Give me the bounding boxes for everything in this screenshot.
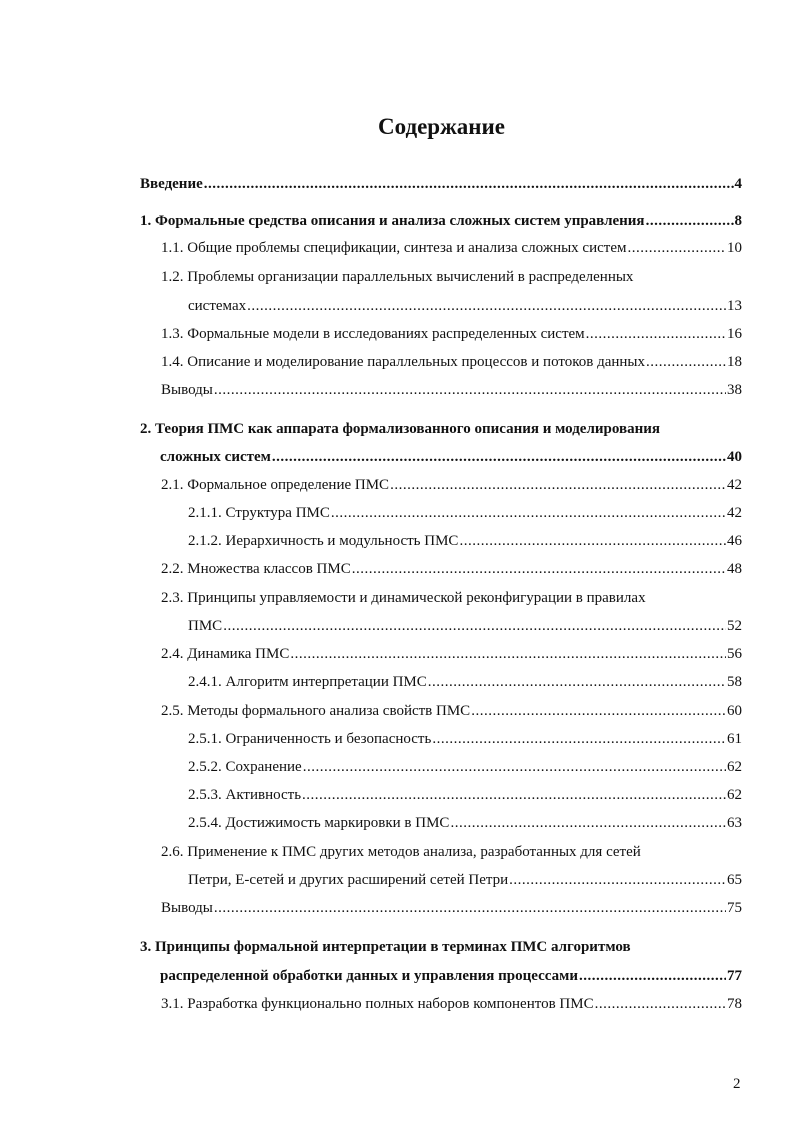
dot-leader (223, 616, 726, 636)
dot-leader (290, 644, 726, 664)
toc-entry-page: 63 (727, 815, 742, 831)
toc-entry-title: 2.2. Множества классов ПМС (161, 561, 351, 577)
toc-entry-title: 2.5. Методы формального анализа свойств ПМС (161, 703, 471, 719)
dot-leader (646, 211, 734, 231)
toc-entry[interactable] (188, 296, 742, 316)
toc-entry-title: Выводы (161, 382, 213, 398)
toc-entry[interactable] (161, 559, 742, 579)
toc-entry-page: 62 (727, 787, 742, 803)
toc-entry-page: 38 (727, 382, 742, 398)
toc-entry-page: 18 (727, 354, 742, 370)
toc-entry[interactable] (188, 729, 742, 749)
dot-leader (303, 757, 726, 777)
toc-entry[interactable] (161, 238, 742, 258)
toc-entry-page: 42 (727, 505, 742, 521)
dot-leader (272, 447, 726, 467)
toc-entry-page: 16 (727, 326, 742, 342)
dot-leader (302, 785, 726, 805)
toc-entry-page: 13 (727, 298, 742, 314)
dot-leader (586, 324, 726, 344)
dot-leader (459, 531, 726, 551)
toc-entry-page: 56 (727, 646, 742, 662)
toc-entry-page: 4 (734, 176, 742, 192)
dot-leader (428, 672, 726, 692)
toc-entry-title: 2.6. Применение к ПМС других методов анализа, разработанных для сетей (161, 844, 641, 860)
dot-leader (214, 898, 726, 918)
dot-leader (432, 729, 726, 749)
toc-entry[interactable] (140, 211, 742, 231)
toc-entry-title: сложных систем (160, 449, 271, 465)
toc-entry-title: Выводы (161, 900, 213, 916)
toc-entry-title: 1.1. Общие проблемы спецификации, синтеза и анализа сложных систем (161, 240, 627, 256)
toc-entry[interactable] (188, 616, 742, 636)
dot-leader (450, 813, 726, 833)
toc-entry-title: 3. Принципы формальной интерпретации в терминах ПМС алгоритмов (140, 939, 631, 955)
dot-leader (204, 174, 734, 194)
dot-leader (214, 380, 726, 400)
toc-entry-page: 61 (727, 731, 742, 747)
toc-entry[interactable] (161, 352, 742, 372)
dot-leader (595, 994, 726, 1014)
toc-entry-title: системах (188, 298, 247, 314)
toc-entry[interactable] (188, 757, 742, 777)
toc-entry-title: 1.2. Проблемы организации параллельных вычислений в распределенных (161, 269, 634, 285)
toc-entry-title: 3.1. Разработка функционально полных наборов компонентов ПМС (161, 996, 594, 1012)
toc-entry[interactable] (161, 380, 742, 400)
toc-entry-title: 2.5.3. Активность (188, 787, 302, 803)
toc-entry-page: 75 (727, 900, 742, 916)
toc-entry-title: 2.4.1. Алгоритм интерпретации ПМС (188, 674, 427, 690)
toc-entry[interactable] (188, 813, 742, 833)
toc-entry[interactable] (188, 785, 742, 805)
toc-entry[interactable] (188, 531, 742, 551)
toc-entry[interactable] (161, 324, 742, 344)
toc-entry-page: 78 (727, 996, 742, 1012)
toc-entry[interactable] (161, 267, 742, 287)
toc-entry-title: ПМС (188, 618, 223, 634)
dot-leader (509, 870, 726, 890)
dot-leader (471, 701, 726, 721)
dot-leader (331, 503, 726, 523)
toc-entry[interactable] (160, 966, 742, 986)
dot-leader (352, 559, 726, 579)
toc-entry-title: 1. Формальные средства описания и анализа сложных систем управления (140, 213, 645, 229)
toc-entry[interactable] (188, 870, 742, 890)
toc-entry-title: 2.4. Динамика ПМС (161, 646, 290, 662)
toc-entry-title: 1.4. Описание и моделирование параллельных процессов и потоков данных (161, 354, 646, 370)
toc-entry-title: 2.5.4. Достижимость маркировки в ПМС (188, 815, 450, 831)
toc-entry[interactable] (140, 174, 742, 194)
toc-entry-title: 1.3. Формальные модели в исследованиях распределенных систем (161, 326, 585, 342)
toc-entry-title: Введение (140, 176, 203, 192)
toc-entry[interactable] (188, 503, 742, 523)
toc-entry-page: 42 (727, 477, 742, 493)
toc-entry[interactable] (160, 447, 742, 467)
toc-entry-title: 2. Теория ПМС как аппарата формализованного описания и моделирования (140, 421, 660, 437)
dot-leader (390, 475, 726, 495)
dot-leader (579, 966, 726, 986)
toc-entry-page: 58 (727, 674, 742, 690)
page-number: 2 (733, 1076, 741, 1092)
toc-entry[interactable] (140, 419, 742, 439)
toc-entry-page: 10 (727, 240, 742, 256)
toc-entry-page: 48 (727, 561, 742, 577)
toc-entry[interactable] (161, 994, 742, 1014)
toc-entry-page: 77 (727, 968, 742, 984)
toc-entry[interactable] (140, 937, 742, 957)
toc-entry[interactable] (161, 475, 742, 495)
toc-entry-page: 60 (727, 703, 742, 719)
toc-entry-title: 2.1. Формальное определение ПМС (161, 477, 390, 493)
dot-leader (646, 352, 726, 372)
toc-entry-page: 40 (727, 449, 742, 465)
toc-entry-page: 62 (727, 759, 742, 775)
dot-leader (627, 238, 726, 258)
toc-entry-title: 2.5.2. Сохранение (188, 759, 302, 775)
toc-entry-page: 65 (727, 872, 742, 888)
toc-entry-title: 2.1.1. Структура ПМС (188, 505, 330, 521)
toc-entry[interactable] (161, 701, 742, 721)
toc-entry-title: Петри, Е-сетей и других расширений сетей Петри (188, 872, 509, 888)
toc-entry[interactable] (188, 672, 742, 692)
toc-entry[interactable] (161, 842, 742, 862)
toc-entry-page: 8 (734, 213, 742, 229)
toc-entry[interactable] (161, 898, 742, 918)
toc-entry-title: 2.5.1. Ограниченность и безопасность (188, 731, 432, 747)
toc-entry-title: распределенной обработки данных и управления процессами (160, 968, 578, 984)
page-title: Содержание (378, 114, 505, 139)
toc-entry-page: 52 (727, 618, 742, 634)
dot-leader (247, 296, 726, 316)
toc-entry-title: 2.3. Принципы управляемости и динамической реконфигурации в правилах (161, 590, 646, 606)
toc-entry-title: 2.1.2. Иерархичность и модульность ПМС (188, 533, 459, 549)
toc-entry[interactable] (161, 644, 742, 664)
toc-entry-page: 46 (727, 533, 742, 549)
toc-entry[interactable] (161, 588, 742, 608)
